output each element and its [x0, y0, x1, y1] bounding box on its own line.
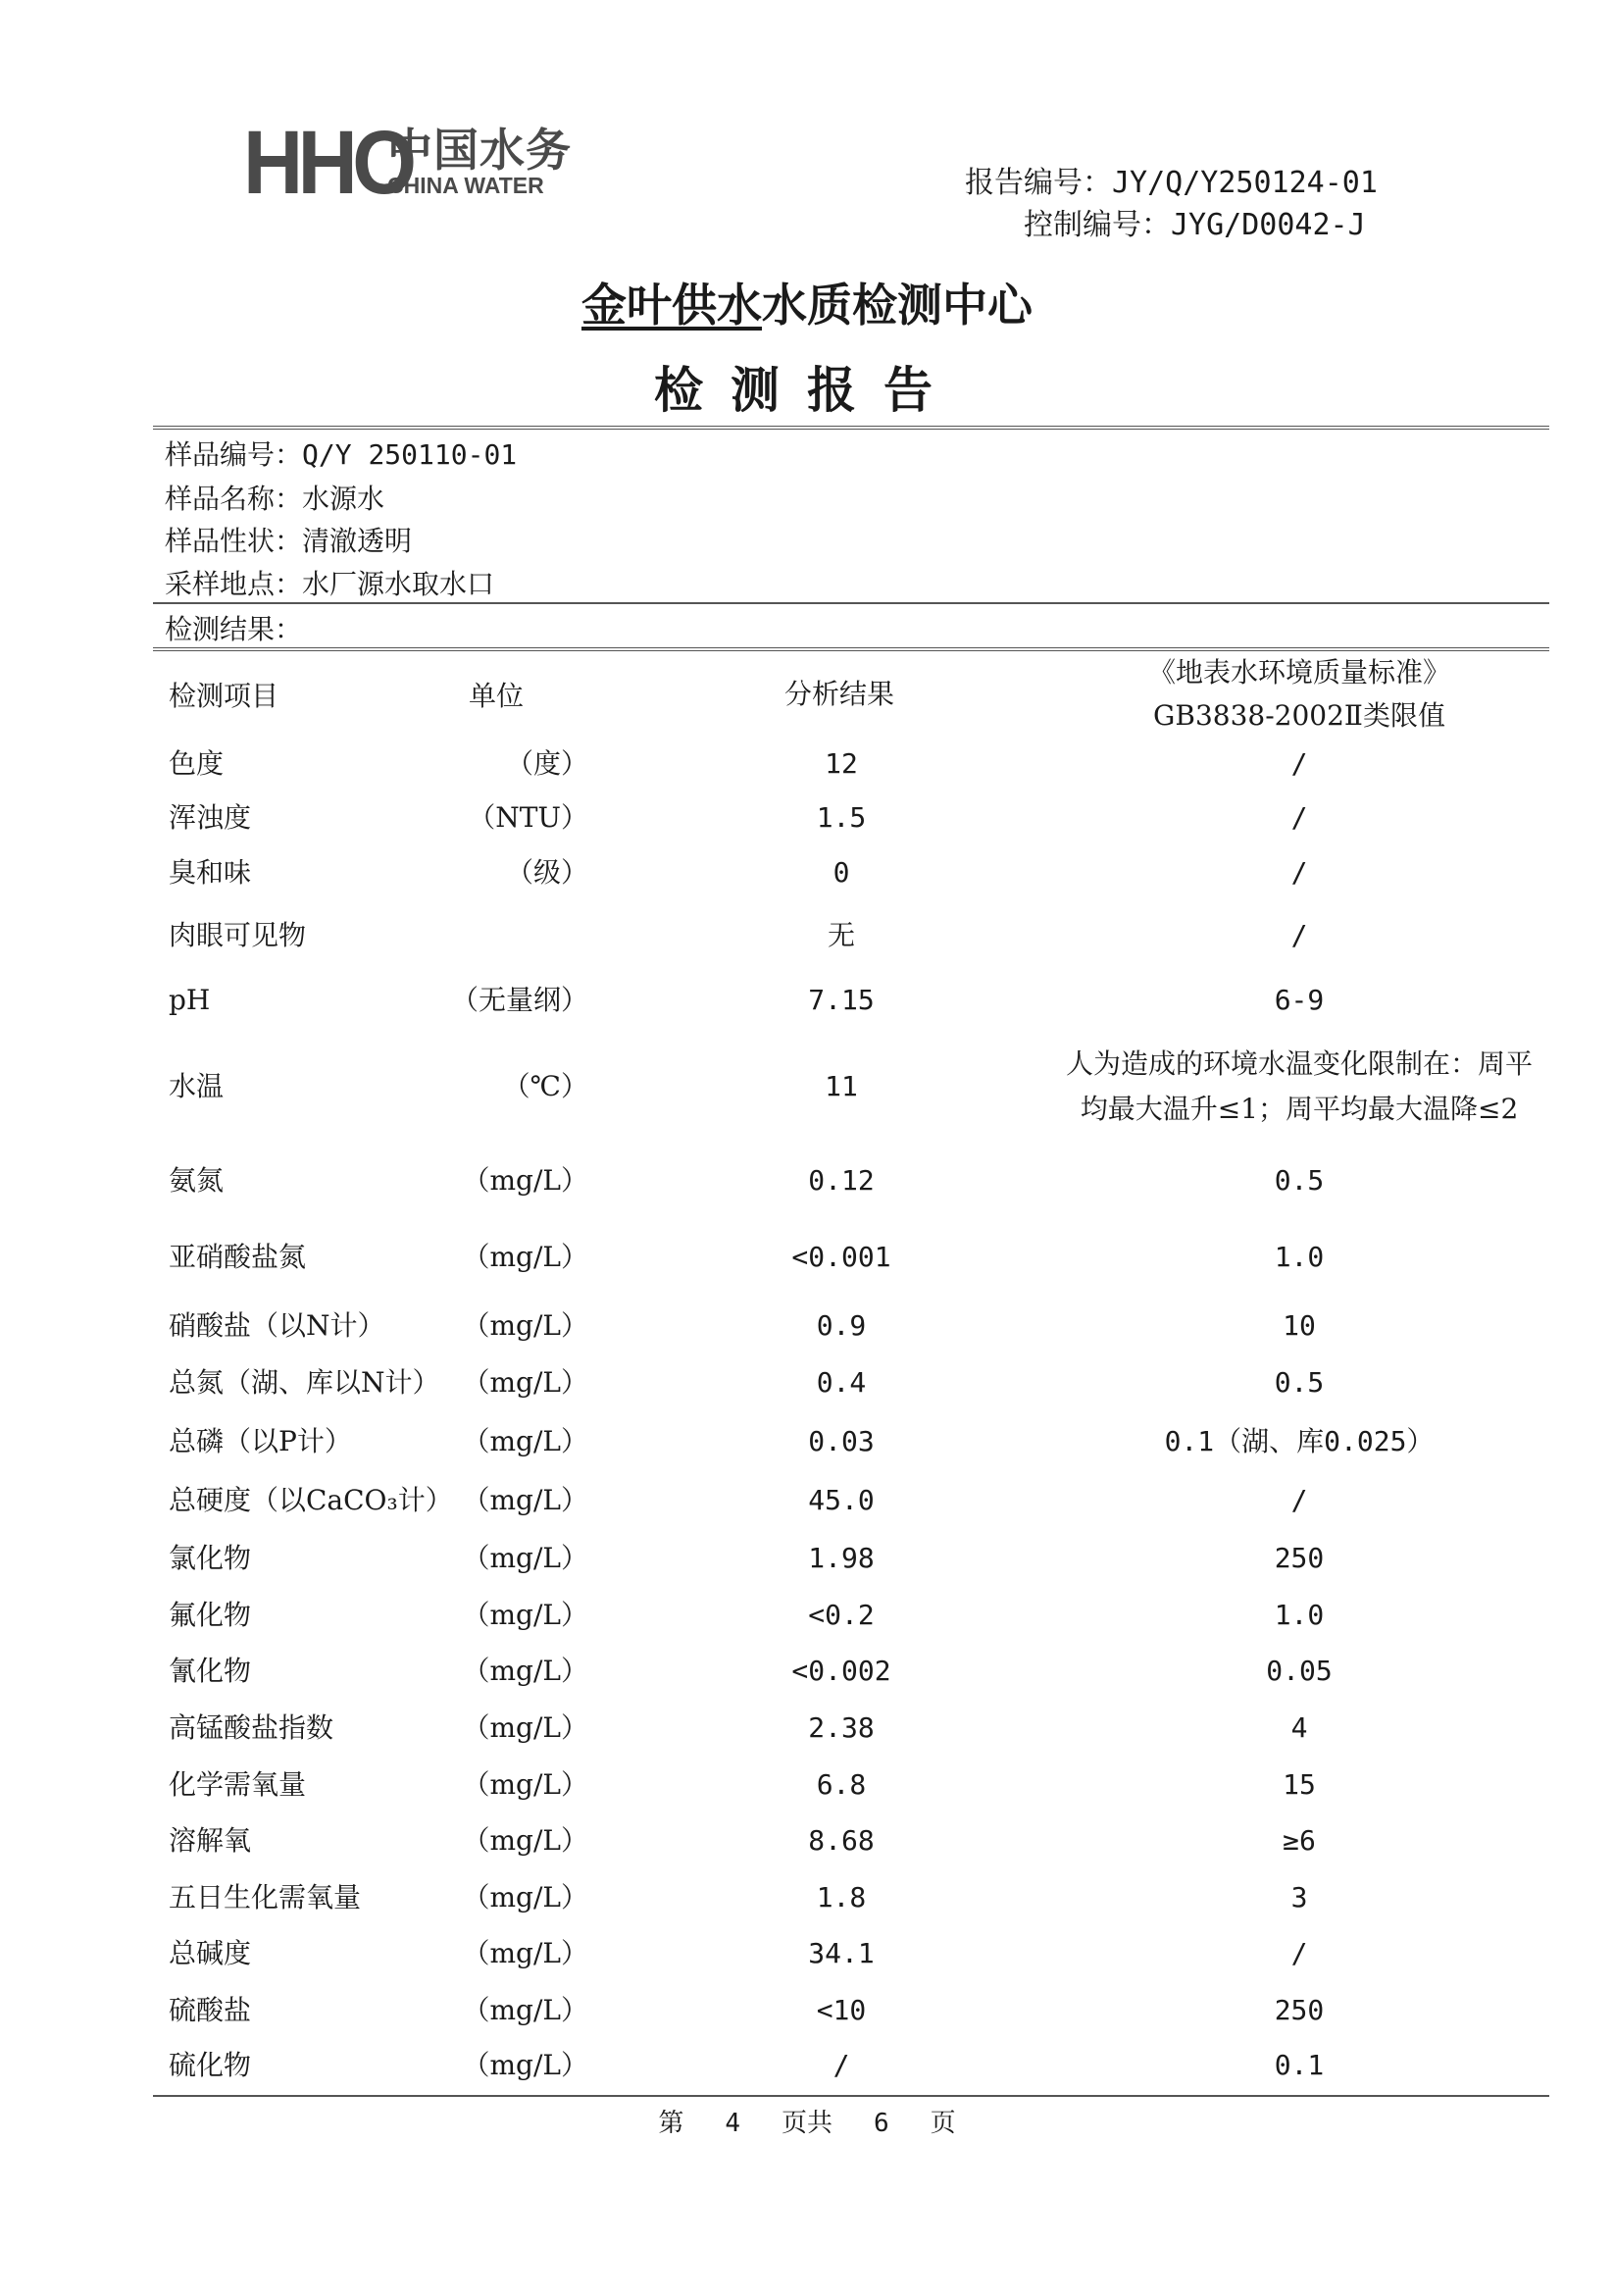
row-result: 0.4	[816, 1366, 867, 1399]
sample-name-row	[165, 485, 384, 513]
sample-number-label: 样品编号：	[165, 438, 303, 471]
row-result: 8.68	[808, 1824, 875, 1857]
row-limit: 1.0	[1274, 1599, 1325, 1631]
row-limit: /	[1290, 856, 1308, 889]
row-limit: /	[1290, 919, 1308, 951]
row-limit: 1.0	[1274, 1241, 1325, 1273]
header-standard-line2: GB3838-2002Ⅱ类限值	[1153, 699, 1445, 732]
row-item: 水温	[169, 1070, 225, 1102]
row-unit: （mg/L）	[462, 2049, 588, 2081]
row-limit: /	[1290, 801, 1308, 834]
row-item: 氰化物	[169, 1655, 252, 1687]
row-limit: 0.1	[1274, 2049, 1325, 2081]
row-unit: （mg/L）	[462, 1484, 588, 1516]
row-limit: 人为造成的环境水温变化限制在：周平均最大温升≤1；周平均最大温降≤2	[1065, 1047, 1533, 1125]
row-limit: 0.05	[1266, 1655, 1333, 1687]
sampling-site-value: 水厂源水取水口	[302, 568, 495, 600]
organization-title	[0, 270, 1614, 334]
row-unit: （mg/L）	[462, 1881, 588, 1913]
row-unit: （mg/L）	[462, 1655, 588, 1687]
row-result: 0.9	[816, 1309, 867, 1342]
control-number: 控制编号：JYG/D0042-J	[1024, 208, 1366, 242]
row-item: 五日生化需氧量	[169, 1881, 362, 1913]
row-limit: 250	[1274, 1542, 1325, 1574]
row-limit: 6-9	[1274, 984, 1325, 1016]
header-standard-line1: 《地表水环境质量标准》	[1147, 656, 1450, 689]
row-unit: （mg/L）	[462, 1309, 588, 1342]
row-result: 7.15	[808, 984, 875, 1016]
row-unit: （mg/L）	[462, 1366, 588, 1399]
row-unit: （NTU）	[468, 801, 588, 834]
row-unit: （无量纲）	[450, 984, 588, 1016]
row-item: 浑浊度	[169, 801, 252, 834]
row-result: /	[832, 2049, 850, 2081]
row-limit: 0.5	[1274, 1164, 1325, 1197]
row-item: 亚硝酸盐氮	[169, 1241, 307, 1273]
row-item: 硫化物	[169, 2049, 252, 2081]
row-item: 肉眼可见物	[169, 919, 307, 951]
row-result: 1.98	[808, 1542, 875, 1574]
total-pages: 6	[874, 2109, 889, 2138]
organization-name-rest: 水质检测中心	[762, 279, 1033, 332]
row-result: 2.38	[808, 1711, 875, 1744]
row-result: <0.001	[791, 1241, 891, 1273]
footer-suffix: 页	[930, 2109, 956, 2138]
row-item: 氨氮	[169, 1164, 225, 1197]
hho-logo-mark: HHO	[243, 113, 412, 213]
row-unit: （mg/L）	[462, 1425, 588, 1457]
sample-name-label: 样品名称：	[165, 483, 303, 515]
sample-number-row	[165, 438, 518, 471]
row-unit: （度）	[505, 747, 588, 780]
row-item: 总硬度（以CaCO₃计）	[169, 1484, 453, 1516]
row-result: 0.03	[808, 1425, 875, 1457]
sample-state-value: 清澈透明	[302, 525, 413, 557]
header-result: 分析结果	[784, 678, 895, 710]
divider-bottom	[153, 2095, 1549, 2097]
row-result: 1.8	[816, 1881, 867, 1913]
row-item: 臭和味	[169, 856, 252, 889]
header-standard	[1020, 651, 1579, 738]
row-result: 0.12	[808, 1164, 875, 1197]
sample-name-value: 水源水	[302, 483, 385, 515]
row-item: 总碱度	[169, 1937, 252, 1969]
row-unit: （mg/L）	[462, 1542, 588, 1574]
row-result: 45.0	[808, 1484, 875, 1516]
footer-prefix: 第	[658, 2109, 684, 2138]
row-result: 34.1	[808, 1937, 875, 1969]
row-result: <0.002	[791, 1655, 891, 1687]
row-unit: （mg/L）	[462, 1241, 588, 1273]
row-result: 6.8	[816, 1768, 867, 1801]
row-result: <0.2	[808, 1599, 875, 1631]
row-result: 12	[825, 747, 858, 780]
row-limit: 3	[1290, 1881, 1308, 1913]
row-result: <10	[816, 1994, 867, 2026]
row-limit: 0.1（湖、库0.025）	[1164, 1425, 1435, 1457]
row-unit: （℃）	[502, 1070, 588, 1102]
result-label: 检测结果：	[165, 613, 303, 645]
row-item: 溶解氧	[169, 1824, 252, 1857]
row-item: 氯化物	[169, 1542, 252, 1574]
row-item: 色度	[169, 747, 225, 780]
row-item: 总磷（以P计）	[169, 1425, 352, 1457]
result-label-row	[165, 613, 303, 645]
row-unit: （mg/L）	[462, 1824, 588, 1857]
row-limit: /	[1290, 1937, 1308, 1969]
sample-state-label: 样品性状：	[165, 525, 303, 557]
header-unit: 单位	[469, 680, 525, 712]
row-result: 0	[832, 856, 850, 889]
row-unit: （mg/L）	[462, 1994, 588, 2026]
row-unit: （级）	[505, 856, 588, 889]
row-item: 总氮（湖、库以N计）	[169, 1366, 440, 1399]
row-item: 氟化物	[169, 1599, 252, 1631]
row-limit: 0.5	[1274, 1366, 1325, 1399]
report-title: 检测报告	[654, 362, 960, 419]
row-item: 化学需氧量	[169, 1768, 307, 1801]
page-number: 4	[725, 2109, 740, 2138]
row-unit: （mg/L）	[462, 1937, 588, 1969]
row-item: 硝酸盐（以N计）	[169, 1309, 385, 1342]
row-limit: 4	[1290, 1711, 1308, 1744]
row-unit: （mg/L）	[462, 1768, 588, 1801]
row-result: 无	[827, 919, 855, 951]
row-unit: （mg/L）	[462, 1711, 588, 1744]
row-item: pH	[169, 984, 211, 1016]
row-result: 1.5	[816, 801, 867, 834]
row-result: 11	[825, 1070, 858, 1102]
row-item: 高锰酸盐指数	[169, 1711, 334, 1744]
row-limit: /	[1290, 747, 1308, 780]
footer-middle: 页共	[781, 2109, 832, 2138]
divider-top	[153, 426, 1549, 430]
sampling-site-label: 采样地点：	[165, 568, 303, 600]
page-footer	[0, 2111, 1614, 2136]
organization-name-underlined: 金叶供水	[581, 279, 762, 332]
row-unit: （mg/L）	[462, 1599, 588, 1631]
row-limit: /	[1290, 1484, 1308, 1516]
row-limit: 15	[1283, 1768, 1316, 1801]
row-limit: 10	[1283, 1309, 1316, 1342]
row-limit: ≥6	[1283, 1824, 1316, 1857]
report-number: 报告编号：JY/Q/Y250124-01	[965, 166, 1378, 200]
row-item: 硫酸盐	[169, 1994, 252, 2026]
divider-info	[153, 602, 1549, 604]
row-limit: 250	[1274, 1994, 1325, 2026]
sampling-site-row	[165, 568, 495, 600]
sample-state-row	[165, 525, 413, 557]
sample-number-value: Q/Y 250110-01	[302, 438, 518, 471]
header-item: 检测项目	[169, 680, 279, 712]
china-water-logo-cn: 中国水务	[387, 124, 572, 177]
china-water-logo-en: CHINA WATER	[387, 173, 544, 198]
row-unit: （mg/L）	[462, 1164, 588, 1197]
